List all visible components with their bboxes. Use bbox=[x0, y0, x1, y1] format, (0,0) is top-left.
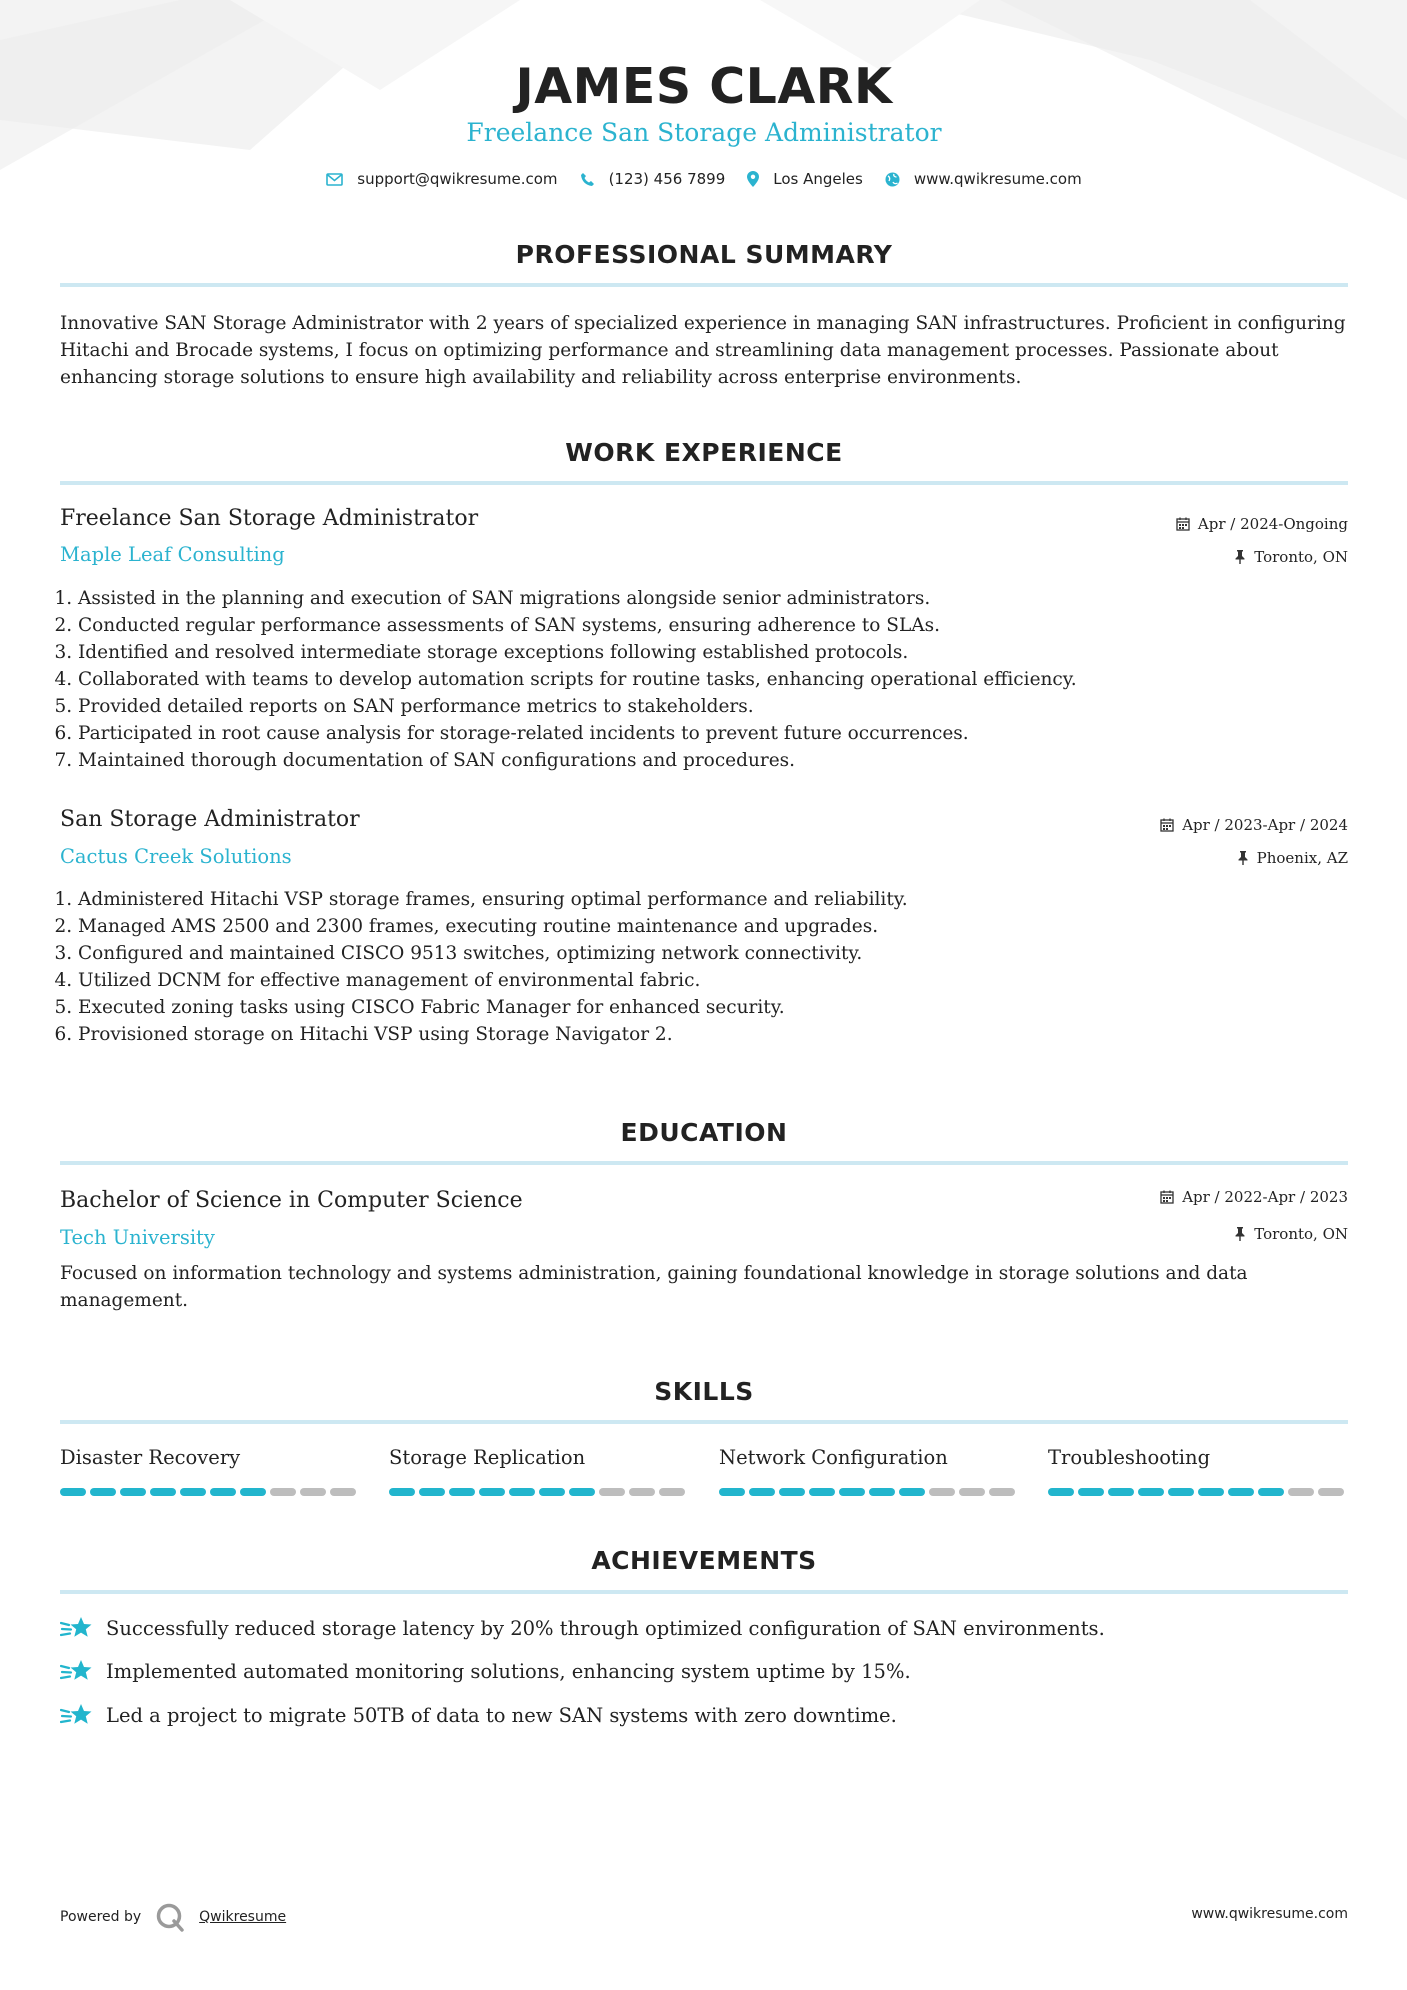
skill-segment-filled bbox=[150, 1488, 176, 1496]
job-duties-list bbox=[60, 886, 1338, 1048]
powered-by-label: Powered by bbox=[60, 1909, 142, 1925]
skill-name: Network Configuration bbox=[719, 1446, 948, 1469]
skills-divider bbox=[60, 1420, 1348, 1424]
degree-title: Bachelor of Science in Computer Science bbox=[60, 1188, 523, 1213]
skill-segment-filled bbox=[839, 1488, 865, 1496]
calendar-icon bbox=[1160, 1190, 1174, 1204]
job-location-text: Phoenix, AZ bbox=[1256, 849, 1348, 867]
job-location bbox=[1234, 548, 1348, 566]
skills-heading: SKILLS bbox=[654, 1377, 754, 1406]
job-company: Cactus Creek Solutions bbox=[60, 845, 292, 868]
footer-powered-by bbox=[60, 1902, 286, 1932]
skill-segment-filled bbox=[1108, 1488, 1134, 1496]
list-item: 2. Managed AMS 2500 and 2300 frames, executing routine maintenance and upgrades. bbox=[78, 913, 1338, 940]
achievements-heading: ACHIEVEMENTS bbox=[591, 1546, 817, 1575]
skill-segment-filled bbox=[90, 1488, 116, 1496]
globe-icon bbox=[885, 172, 900, 187]
skill-segment-filled bbox=[719, 1488, 745, 1496]
skill-segment-empty bbox=[599, 1488, 625, 1496]
skill-segment-filled bbox=[809, 1488, 835, 1496]
skill-segment-empty bbox=[629, 1488, 655, 1496]
list-item: 4. Collaborated with teams to develop automation scripts for routine tasks, enhancing operational efficiency. bbox=[78, 666, 1338, 693]
education-divider bbox=[60, 1161, 1348, 1165]
contact-bar bbox=[60, 170, 1348, 188]
location-text: Los Angeles bbox=[773, 170, 863, 188]
skill-segment-empty bbox=[929, 1488, 955, 1496]
list-item: 4. Utilized DCNM for effective management of environmental fabric. bbox=[78, 967, 1338, 994]
shooting-star-icon bbox=[60, 1701, 94, 1729]
list-item: 5. Provided detailed reports on SAN performance metrics to stakeholders. bbox=[78, 693, 1338, 720]
skill-segment-filled bbox=[1048, 1488, 1074, 1496]
skill-item bbox=[389, 1446, 689, 1496]
skill-segment-filled bbox=[869, 1488, 895, 1496]
qwikresume-logo-icon bbox=[155, 1902, 185, 1932]
skill-name: Troubleshooting bbox=[1048, 1446, 1211, 1469]
list-item: 3. Configured and maintained CISCO 9513 switches, optimizing network connectivity. bbox=[78, 940, 1338, 967]
skill-segment-filled bbox=[1078, 1488, 1104, 1496]
summary-divider bbox=[60, 283, 1348, 287]
achievement-item bbox=[60, 1614, 1105, 1642]
achievement-item bbox=[60, 1701, 897, 1729]
education-dates-text: Apr / 2022-Apr / 2023 bbox=[1182, 1188, 1348, 1206]
summary-heading: PROFESSIONAL SUMMARY bbox=[515, 240, 893, 269]
skill-segment-filled bbox=[1138, 1488, 1164, 1496]
phone-icon bbox=[580, 172, 595, 187]
skill-segment-empty bbox=[300, 1488, 326, 1496]
skill-segment-empty bbox=[330, 1488, 356, 1496]
achievement-item bbox=[60, 1657, 911, 1685]
achievement-text: Implemented automated monitoring solutions, enhancing system uptime by 15%. bbox=[106, 1659, 911, 1683]
education-location bbox=[1234, 1225, 1348, 1243]
list-item: 7. Maintained thorough documentation of SAN configurations and procedures. bbox=[78, 747, 1338, 774]
skill-segment-filled bbox=[240, 1488, 266, 1496]
pushpin-icon bbox=[1234, 550, 1246, 564]
school-name: Tech University bbox=[60, 1226, 215, 1249]
contact-website[interactable] bbox=[885, 170, 1082, 188]
envelope-icon bbox=[326, 173, 343, 186]
shooting-star-icon bbox=[60, 1657, 94, 1685]
skill-item bbox=[60, 1446, 360, 1496]
candidate-name: JAMES CLARK bbox=[515, 58, 893, 115]
education-location-text: Toronto, ON bbox=[1254, 1225, 1348, 1243]
experience-divider bbox=[60, 481, 1348, 485]
achievements-divider bbox=[60, 1590, 1348, 1594]
skill-segment-filled bbox=[210, 1488, 236, 1496]
skill-segment-empty bbox=[989, 1488, 1015, 1496]
skill-segment-filled bbox=[419, 1488, 445, 1496]
skill-segment-filled bbox=[1168, 1488, 1194, 1496]
job-location-text: Toronto, ON bbox=[1254, 548, 1348, 566]
job-dates bbox=[1176, 515, 1348, 533]
job-location bbox=[1237, 849, 1348, 867]
qwikresume-link[interactable]: Qwikresume bbox=[199, 1909, 287, 1925]
email-text: support@qwikresume.com bbox=[357, 170, 558, 188]
job-duties-list bbox=[60, 585, 1338, 774]
skill-segment-filled bbox=[899, 1488, 925, 1496]
skill-segment-filled bbox=[569, 1488, 595, 1496]
list-item: 1. Assisted in the planning and execution of SAN migrations alongside senior administrators. bbox=[78, 585, 1338, 612]
skill-name: Disaster Recovery bbox=[60, 1446, 241, 1469]
skill-segment-filled bbox=[1258, 1488, 1284, 1496]
list-item: 6. Participated in root cause analysis for storage-related incidents to prevent future occurrences. bbox=[78, 720, 1338, 747]
skill-segment-filled bbox=[779, 1488, 805, 1496]
contact-phone[interactable] bbox=[580, 170, 726, 188]
skill-segment-filled bbox=[389, 1488, 415, 1496]
skill-segment-filled bbox=[749, 1488, 775, 1496]
education-heading: EDUCATION bbox=[620, 1118, 788, 1147]
skill-segment-filled bbox=[509, 1488, 535, 1496]
list-item: 5. Executed zoning tasks using CISCO Fabric Manager for enhanced security. bbox=[78, 994, 1338, 1021]
skill-segment-empty bbox=[1288, 1488, 1314, 1496]
candidate-title: Freelance San Storage Administrator bbox=[466, 118, 942, 147]
skill-level-bar bbox=[60, 1488, 360, 1496]
map-pin-icon bbox=[747, 171, 759, 187]
achievement-text: Led a project to migrate 50TB of data to new SAN systems with zero downtime. bbox=[106, 1703, 897, 1727]
job-title: Freelance San Storage Administrator bbox=[60, 506, 479, 531]
skill-segment-filled bbox=[1228, 1488, 1254, 1496]
skill-segment-empty bbox=[270, 1488, 296, 1496]
skill-level-bar bbox=[1048, 1488, 1348, 1496]
skill-segment-filled bbox=[120, 1488, 146, 1496]
education-description: Focused on information technology and systems administration, gaining foundational knowledge in storage solutions and data management. bbox=[60, 1263, 1248, 1311]
job-dates-text: Apr / 2023-Apr / 2024 bbox=[1182, 816, 1348, 834]
list-item: 6. Provisioned storage on Hitachi VSP using Storage Navigator 2. bbox=[78, 1021, 1338, 1048]
pushpin-icon bbox=[1234, 1227, 1246, 1241]
website-text: www.qwikresume.com bbox=[913, 170, 1082, 188]
skill-segment-filled bbox=[60, 1488, 86, 1496]
job-company: Maple Leaf Consulting bbox=[60, 543, 285, 566]
achievement-text: Successfully reduced storage latency by 20% through optimized configuration of SAN environments. bbox=[106, 1616, 1105, 1640]
skill-name: Storage Replication bbox=[389, 1446, 586, 1469]
skill-segment-filled bbox=[1198, 1488, 1224, 1496]
pushpin-icon bbox=[1237, 851, 1249, 865]
shooting-star-icon bbox=[60, 1614, 94, 1642]
summary-text: Innovative SAN Storage Administrator with 2 years of specialized experience in managing SAN infrastructures. Proficient in configuring Hitachi and Brocade systems, I focus on optimizing performance and streamlining data management processes. Passionate about enhancing storage solutions to ensure high availability and reliability across enterprise environments. bbox=[60, 313, 1346, 388]
footer-website[interactable]: www.qwikresume.com bbox=[1191, 1906, 1348, 1922]
skill-segment-filled bbox=[449, 1488, 475, 1496]
contact-email[interactable] bbox=[326, 170, 557, 188]
job-title: San Storage Administrator bbox=[60, 807, 360, 832]
skill-item bbox=[1048, 1446, 1348, 1496]
skill-segment-filled bbox=[539, 1488, 565, 1496]
skill-level-bar bbox=[719, 1488, 1019, 1496]
skill-segment-empty bbox=[1318, 1488, 1344, 1496]
skill-item bbox=[719, 1446, 1019, 1496]
skill-segment-filled bbox=[479, 1488, 505, 1496]
contact-location bbox=[747, 170, 863, 188]
experience-heading: WORK EXPERIENCE bbox=[565, 438, 843, 467]
skill-level-bar bbox=[389, 1488, 689, 1496]
skill-segment-empty bbox=[959, 1488, 985, 1496]
phone-text: (123) 456 7899 bbox=[608, 170, 726, 188]
skill-segment-filled bbox=[180, 1488, 206, 1496]
job-dates bbox=[1160, 816, 1348, 834]
education-dates bbox=[1160, 1188, 1348, 1206]
calendar-icon bbox=[1176, 517, 1190, 531]
skill-segment-empty bbox=[659, 1488, 685, 1496]
list-item: 2. Conducted regular performance assessments of SAN systems, ensuring adherence to SLAs. bbox=[78, 612, 1338, 639]
list-item: 1. Administered Hitachi VSP storage frames, ensuring optimal performance and reliability. bbox=[78, 886, 1338, 913]
list-item: 3. Identified and resolved intermediate storage exceptions following established protocols. bbox=[78, 639, 1338, 666]
calendar-icon bbox=[1160, 818, 1174, 832]
job-dates-text: Apr / 2024-Ongoing bbox=[1197, 515, 1348, 533]
